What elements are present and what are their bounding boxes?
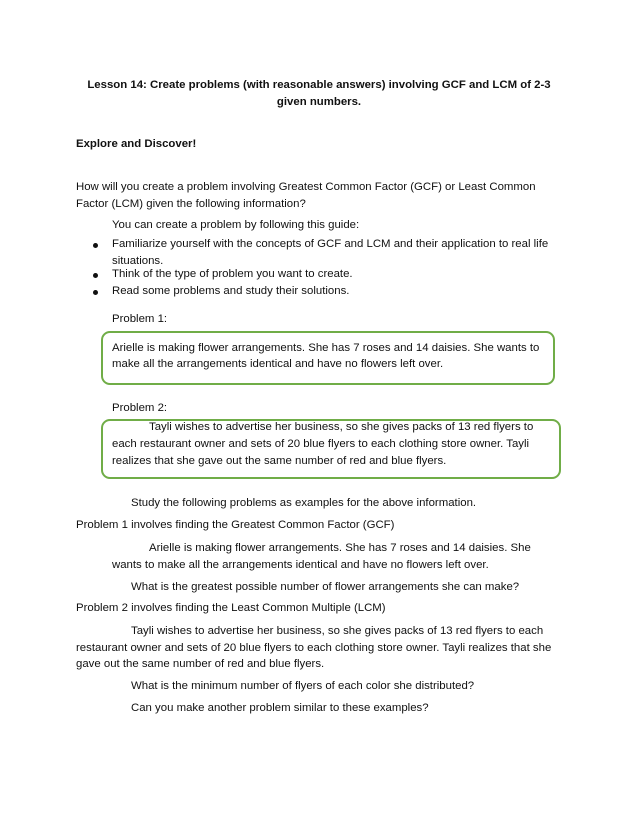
example1-question: What is the greatest possible number of flower arrangements she can make? bbox=[131, 581, 520, 593]
lesson-title-line2: given numbers. bbox=[276, 96, 362, 108]
bullet-item-1-line1: Familiarize yourself with the concepts of GCF and LCM and their application to real life bbox=[112, 238, 549, 250]
bullet-icon bbox=[93, 273, 98, 278]
bullet-item-1-line2: situations. bbox=[112, 255, 164, 267]
bullet-icon bbox=[93, 290, 98, 295]
problem2-label: Problem 2: bbox=[112, 402, 168, 414]
example1-line1: Arielle is making flower arrangements. She has 7 roses and 14 daisies. She bbox=[149, 542, 531, 554]
section-heading: Explore and Discover! bbox=[76, 138, 197, 150]
example2-line3: gave out the same number of red and blue flyers. bbox=[76, 658, 325, 670]
example1-line2: wants to make all the arrangements identical and have no flowers left over. bbox=[112, 559, 489, 571]
problem2-line3: realizes that she gave out the same number of red and blue flyers. bbox=[112, 455, 447, 467]
example2-heading: Problem 2 involves finding the Least Common Multiple (LCM) bbox=[76, 602, 386, 614]
bullet-item-2: Think of the type of problem you want to create. bbox=[112, 268, 353, 280]
problem1-label: Problem 1: bbox=[112, 313, 168, 325]
intro-line1: How will you create a problem involving Greatest Common Factor (GCF) or Least Common bbox=[76, 181, 536, 193]
problem2-line2: each restaurant owner and sets of 20 blue flyers to each clothing store owner. Tayli bbox=[112, 438, 530, 450]
problem1-line1: Arielle is making flower arrangements. She has 7 roses and 14 daisies. She wants to bbox=[112, 342, 540, 354]
study-text: Study the following problems as examples for the above information. bbox=[131, 497, 477, 509]
closing-question: Can you make another problem similar to these examples? bbox=[131, 702, 429, 714]
bullet-item-3: Read some problems and study their solutions. bbox=[112, 285, 350, 297]
problem2-line1: Tayli wishes to advertise her business, so she gives packs of 13 red flyers to bbox=[149, 421, 534, 433]
example2-line1: Tayli wishes to advertise her business, so she gives packs of 13 red flyers to each bbox=[131, 625, 544, 637]
intro-line2: Factor (LCM) given the following information? bbox=[76, 198, 306, 210]
guide-text: You can create a problem by following this guide: bbox=[112, 219, 360, 231]
example1-heading: Problem 1 involves finding the Greatest Common Factor (GCF) bbox=[76, 519, 395, 531]
lesson-title-line1: Lesson 14: Create problems (with reasonable answers) involving GCF and LCM of 2-3 bbox=[87, 79, 551, 91]
example2-line2: restaurant owner and sets of 20 blue flyers to each clothing store owner. Tayli realizes that she bbox=[76, 642, 552, 654]
example2-question: What is the minimum number of flyers of each color she distributed? bbox=[131, 680, 475, 692]
bullet-icon bbox=[93, 243, 98, 248]
problem1-line2: make all the arrangements identical and have no flowers left over. bbox=[112, 358, 444, 370]
